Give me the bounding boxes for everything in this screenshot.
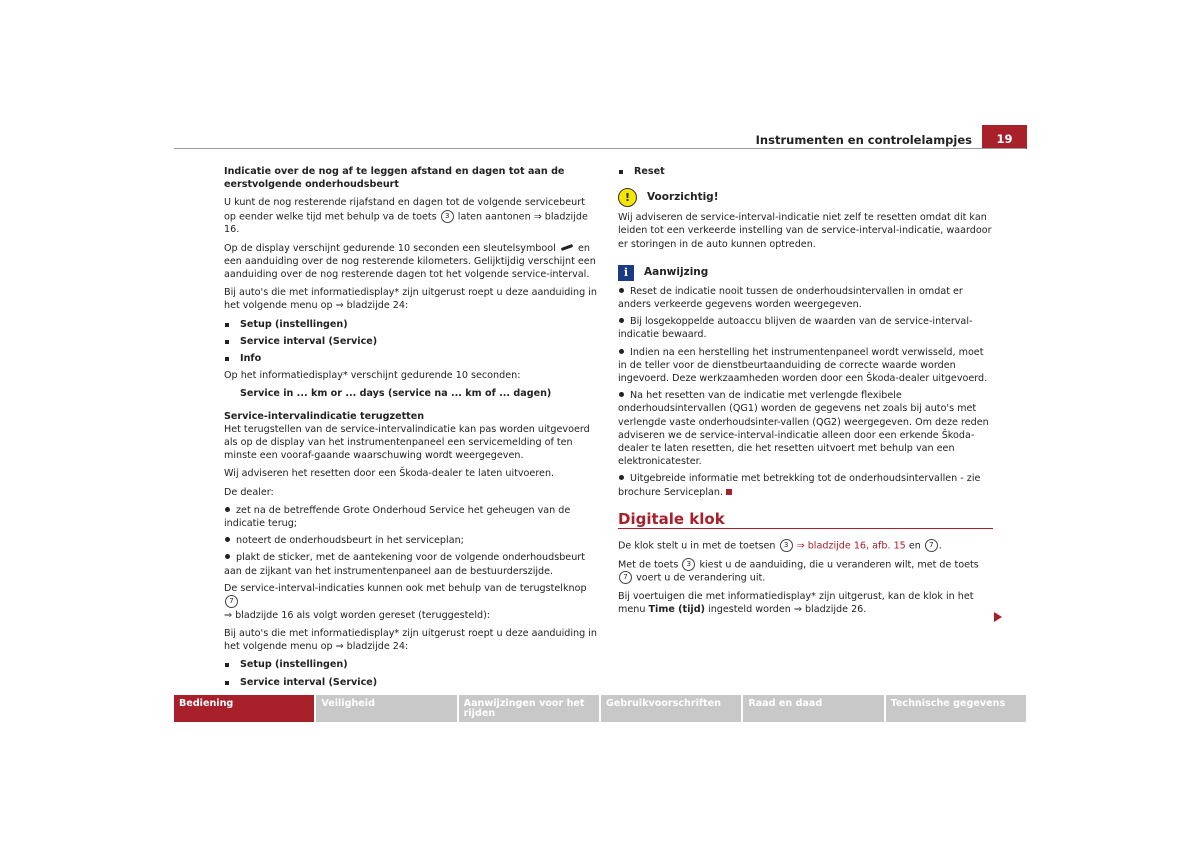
note-item-text: Indien na een herstelling het instrumentenpaneel wordt verwisseld, moet in de teller voor de dienstbeurtaanduiding de correcte waarde worden ingevoerd. Deze werkzaamheden worden door een Škoda-dealer uitgevoerd. <box>618 346 988 385</box>
bullet-icon <box>225 537 230 542</box>
tab-raad-en-daad[interactable]: Raad en daad <box>743 695 883 722</box>
tab-veiligheid[interactable]: Veiligheid <box>316 695 456 722</box>
note-item <box>618 472 993 498</box>
text: . <box>938 540 942 552</box>
key-number-badge: 3 <box>441 210 454 223</box>
paragraph <box>618 539 993 553</box>
menu-item: Setup (instellingen) <box>224 318 597 331</box>
heading-remaining-distance: Indicatie over de nog af te leggen afstand en dagen tot aan de eerstvolgende onderhoudsbeurt <box>224 166 565 191</box>
text: en een aanduiding over de nog resterende kilometers. Gelijktijdig verschijnt een aanduiding over de nog resterende dagen tot het volgende service-interval. <box>224 242 596 280</box>
right-column <box>618 165 993 622</box>
key-number-badge: 7 <box>925 539 938 552</box>
text: U kunt de nog resterende rijafstand en dagen tot de volgende servicebeurt op eender welke tijd met behulp va de toets <box>224 197 585 223</box>
text: en <box>908 540 921 552</box>
note-item <box>618 346 993 386</box>
menu-item: Service interval (Service) <box>224 335 597 348</box>
menu-item: Service interval (Service) <box>224 676 597 689</box>
running-header-title: Instrumenten en controlelampjes <box>755 133 972 147</box>
paragraph <box>618 590 993 616</box>
note-item-text: Reset de indicatie nooit tussen de onderhoudsintervallen in omdat er anders verkeerde gegevens worden weergegeven. <box>618 285 963 311</box>
note-item-text: Bij losgekoppelde autoaccu blijven de waarden van de service-interval-indicatie bewaard. <box>618 316 973 341</box>
bullet-icon <box>619 392 624 397</box>
menu-item-reset: Reset <box>618 165 993 178</box>
text: voert u de verandering uit. <box>636 572 766 584</box>
wrench-icon <box>561 244 573 251</box>
left-column <box>224 165 597 693</box>
key-number-badge: 3 <box>682 558 695 571</box>
bullet-icon <box>225 554 230 559</box>
bullet-icon <box>619 288 624 293</box>
text: De service-interval-indicaties kunnen ook met behulp van de terugstelknop <box>224 582 587 594</box>
paragraph <box>224 582 597 622</box>
paragraph: Op het informatiedisplay* verschijnt gedurende 10 seconden: <box>224 370 521 382</box>
key-number-badge: 7 <box>225 595 238 608</box>
menu-name: Time (tijd) <box>648 604 705 616</box>
paragraph: De dealer: <box>224 486 274 498</box>
header-rule <box>174 148 1026 149</box>
bullet-icon <box>619 475 624 480</box>
list-item-text: plakt de sticker, met de aantekening voor de volgende onderhoudsbeurt aan de zijkant van het instrumentenpaneel aan de bestuurderszijde. <box>224 552 585 577</box>
key-number-badge: 7 <box>619 571 632 584</box>
tab-gebruikvoorschriften[interactable]: Gebruikvoorschriften <box>601 695 741 722</box>
text: ⇒ bladzijde 16 als volgt worden gereset (teruggesteld): <box>224 609 491 621</box>
note-item <box>618 389 993 468</box>
text: ingesteld worden ⇒ bladzijde 26. <box>708 604 867 616</box>
paragraph: Bij auto's die met informatiedisplay* zijn uitgerust roept u deze aanduiding in het volgende menu op ⇒ bladzijde 24: <box>224 287 597 312</box>
text: kiest u de aanduiding, die u veranderen wilt, met de toets <box>699 559 979 571</box>
text: laten aantonen ⇒ bladzijde 16. <box>224 211 588 236</box>
tab-technische-gegevens[interactable]: Technische gegevens <box>886 695 1026 722</box>
caution-text: Wij adviseren de service-interval-indicatie niet zelf te resetten omdat dit kan leiden tot een verkeerde instelling van de service-interval-indicatie, waardoor er storingen in de auto kunnen optreden. <box>618 212 992 250</box>
page-number: 19 <box>982 125 1027 149</box>
note-item-text: Uitgebreide informatie met betrekking tot de onderhoudsintervallen - zie brochure Serviceplan. <box>618 473 981 498</box>
bullet-icon <box>619 349 624 354</box>
paragraph <box>224 242 597 282</box>
note-title: Aanwijzing <box>644 266 709 279</box>
heading-reset: Service-intervalindicatie terugzetten <box>224 410 425 422</box>
text: Bij voertuigen die met informatiedisplay* zijn uitgerust, kan de klok in het menu <box>618 591 974 616</box>
list-item <box>224 551 597 577</box>
note-item <box>618 285 993 311</box>
text: De klok stelt u in met de toetsen <box>618 540 776 552</box>
list-item-text: noteert de onderhoudsbeurt in het serviceplan; <box>236 535 464 547</box>
paragraph: Wij adviseren het resetten door een Škoda-dealer te laten uitvoeren. <box>224 468 555 480</box>
paragraph: Het terugstellen van de service-intervalindicatie kan pas worden uitgevoerd als op de display van het instrumentenpaneel een servicemelding of ten minste een vooraf-gaande waarschuwing wordt weergegeven. <box>224 423 590 462</box>
display-message: Service in ... km or ... days (service na ... km of ... dagen) <box>240 388 552 400</box>
tab-aanwijzingen[interactable]: Aanwijzingen voor het rijden <box>459 695 599 722</box>
list-item <box>224 534 597 547</box>
text: Op de display verschijnt gedurende 10 seconden een sleutelsymbool <box>224 242 556 254</box>
note-item-text: Na het resetten van de indicatie met verlengde flexibele onderhoudsintervallen (QG1) worden de gegevens net zoals bij auto's met verlengde vaste onderhoudsinter-vallen (QG2) weergegeven. Om deze reden adviseren we de service-interval-indicatie alleen door een erkende Škoda-dealer te laten resetten, die het resetten uitvoert met behulp van een elektronicatester. <box>618 390 989 468</box>
menu-item: Setup (instellingen) <box>224 658 597 671</box>
caution-heading <box>618 188 993 207</box>
bullet-icon <box>619 318 624 323</box>
tab-bediening[interactable]: Bediening <box>174 695 314 722</box>
paragraph <box>618 558 993 585</box>
note-heading <box>618 265 993 281</box>
continue-arrow-icon <box>994 612 1002 622</box>
key-number-badge: 3 <box>780 539 793 552</box>
page-reference-link[interactable]: ⇒ bladzijde 16, afb. 15 <box>796 540 906 552</box>
warning-icon: ! <box>618 188 637 207</box>
note-item <box>618 315 993 341</box>
menu-item: Info <box>224 352 597 365</box>
paragraph <box>224 196 597 236</box>
list-item-text: zet na de betreffende Grote Onderhoud Service het geheugen van de indicatie terug; <box>224 504 571 529</box>
caution-title: Voorzichtig! <box>647 191 719 204</box>
section-title: Digitale klok <box>618 513 993 529</box>
chapter-nav <box>174 695 1026 722</box>
paragraph: Bij auto's die met informatiedisplay* zijn uitgerust roept u deze aanduiding in het volgende menu op ⇒ bladzijde 24: <box>224 627 597 653</box>
text: Met de toets <box>618 559 679 571</box>
info-icon: i <box>618 265 634 281</box>
end-of-section-icon <box>726 489 732 495</box>
bullet-icon <box>225 507 230 512</box>
list-item <box>224 504 597 530</box>
